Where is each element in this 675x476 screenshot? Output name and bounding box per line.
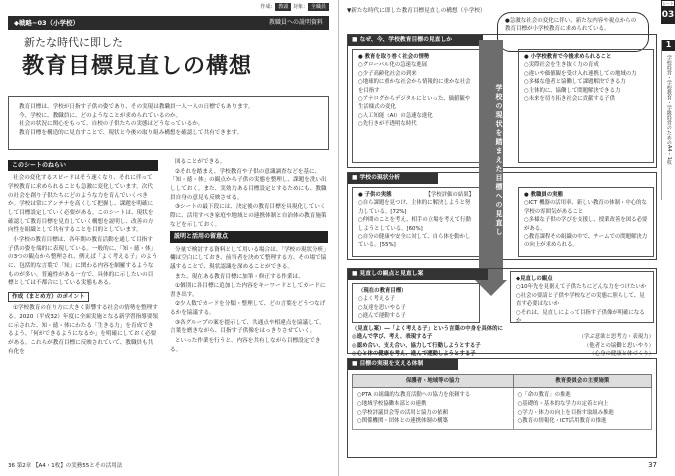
sheet-tab [661, 0, 675, 24]
left-page [0, 0, 337, 476]
bar-subtitle: 教職員への説明資料 [268, 18, 323, 26]
table-cell-line: ○学力・体力の向上を目指す取組み推進 [517, 409, 614, 416]
current-goal: ○進んで運動する子 [358, 313, 406, 320]
column-a [8, 158, 158, 357]
page-title: 教育目標見直しの構想 [22, 54, 253, 79]
current-goals-box [352, 283, 480, 323]
review-title: ■ 見直しの観点と見直し案 [348, 269, 488, 280]
table-cell-line: ○関係機関・団体との連携体制の構築 [357, 418, 448, 425]
staff-list [524, 199, 648, 249]
intro-line: 教育目標は、学校が日指す子供の姿であり、その実現は教職員一人一人の日標でもあります。 [19, 104, 254, 110]
new-goal: ◎認め合い、支え合い、協力して行動しようとする子 [352, 342, 481, 349]
section-heading: 説明と活用の留意点 [170, 231, 328, 242]
table-cell-line: ○PTA の組織的な教育活動への協力を依頼する [357, 392, 471, 399]
paragraph: また、現在ある教育目標に加筆・修正する作業は、 [175, 273, 304, 280]
current-goal: ○友達を思いやる子 [358, 304, 406, 311]
intro-line: 教育目標を構造的に見直すことで、現状と今後の取り組み構想を確認して共有できます。 [19, 129, 243, 136]
children-item: ○仲間のことを考え、相手の立場を考えて行動しようとしている。[60%] [358, 217, 471, 232]
new-goals-box [352, 325, 654, 359]
table-header: 保護者・地域等の協力 [353, 374, 514, 387]
table-cell-left [353, 388, 514, 430]
review-point: ○10年先を見据えて子供たちにどんな力をつけたいか [516, 284, 647, 291]
table-cell-line: ○「命の教育」の推進 [517, 392, 571, 399]
section-heading: このシートのねらい [8, 160, 158, 171]
sheet-tab-number: 03 [661, 7, 675, 23]
society-list [358, 61, 474, 128]
society-item: ○少子高齢化社会の到来 [358, 70, 417, 77]
intro-line: 社会の状況に関心をもって、自校の子供たちの実態はどうなっているか。 [19, 121, 204, 128]
society-item: ○アナログからデジタルにといった、価値観や生活様式の変化 [358, 95, 471, 111]
review-points-list [516, 283, 648, 325]
table-cell-line: ○基礎的・基本的な学力の定着と向上 [517, 401, 609, 407]
table-cell-line: ○教育の情報化・ICT活用教育の推進 [517, 418, 607, 425]
paragraph: 分量で検討する資料として用いる場合は、「学校の現状分析」欄は空白にしておき、前当者を決めて整理する方、その場で協議することで、現状認識を深めることができる。 [170, 246, 327, 270]
header-meta [8, 4, 329, 14]
needs-item: ○違いや価値観を受け入れ連携しての地域の力 [524, 70, 637, 77]
meta-made-by-label: 作成： [260, 4, 276, 10]
society-head: ● 教育を取り巻く社会の情勢 [358, 54, 430, 60]
children-item: ○自分の健康や安全に対して、自ら体を動かしている。[55%] [358, 233, 471, 249]
new-goals-head: （見直し案）―「よく考える子」という言葉の中身を具体的に [352, 326, 503, 332]
needs-item: ○実際社会を生き抜く力の育成 [524, 62, 599, 69]
needs-head: ● 小学校教育で今後求められること [524, 54, 612, 60]
paragraph: ①学校教育の在り方に大きく影響する社会の情勢を整理する。2020（平成32）年度に全面実施となる新学習指導要領に示された、知・徳・体にわたる「生きる力」を育成できるよう、「何ができるようになるか」を明確にしておく必要がある。これらが教育目標に反映されていて、教職員も共有化を [8, 305, 159, 355]
new-goal-row [352, 333, 654, 341]
staff-item: ○多様な子供の学びを支援し、授業改善を図る必要がある。 [524, 217, 648, 232]
paragraph: ①個別に各目標に追加した内容をキーワードとしてカードに書き出す。 [170, 283, 326, 298]
needs-item: ○多様な他者と協働して課題解決できる力 [524, 79, 626, 86]
paragraph: 社会の変化するスピードはそう速くなり、それに伴って学校教育に求められることも急激に変化しています。次代の社会を創り子供たちにどのような力を育んでいくべきか。学校は常にアンテナを高くして把握し、課題を明確にして目標設定していく必要がある。このシートは、現状を確認して教育目標を見直していく構想を説明し、改善の方向性を組織として共有することを目的としています。 [8, 175, 154, 234]
review-point: ○社会の要請と子供や学校などの実態に照らして、見直す必要はないか [516, 292, 645, 308]
sheet-tab-label: シート [662, 1, 674, 6]
needs-box [518, 49, 654, 163]
children-item: ○自ら課題を見つけ、主体的に解決しようと努力している。[72%] [358, 200, 471, 215]
chapter-title: 学校経営・学校教育・学級経営のためのA4・1枚 [665, 54, 672, 165]
society-item: ○グローバル化の急速な進展 [358, 62, 428, 69]
children-head: ● 子供の実態 [358, 192, 392, 198]
intro-box [8, 96, 329, 150]
new-goals-list [352, 333, 654, 358]
chapter-number: 1 [662, 40, 675, 51]
society-item: ○人工知能（AI）の急速な進化 [358, 112, 433, 119]
staff-item: ○ICT 機器の活用率、新しい教育の体制・中心的な学校の雰囲気があること [524, 200, 647, 215]
society-box [352, 49, 480, 163]
review-arrow: 学校の現状を踏まえた目標への見直し [479, 40, 503, 280]
paragraph: 図ることができる。 [175, 159, 226, 165]
sheet-title: ▼新たな時代に即した教育目標見直しの構想（小学校） [347, 8, 486, 14]
society-item: ○先行きが不透明な時代 [358, 121, 417, 127]
meta-made-by: 教頭 [275, 3, 291, 11]
society-item: ○地球的に重かな社会から情報的に重かな社会を目指す [358, 79, 471, 94]
new-goal: ◎進んで学び、考え、表現する子 [352, 334, 433, 341]
review-section [347, 268, 657, 358]
table-cell-right [513, 388, 651, 430]
review-points-box [510, 271, 654, 323]
page-footer-right: 37 [648, 460, 657, 469]
meta-target: 全職員 [308, 3, 329, 11]
needs-item: ○未来を切り拓き社会に貢献する子供 [524, 95, 615, 102]
review-point: ○それは、見直しによって目指す子供像が明確になるか [516, 309, 645, 324]
new-goal: ◎心と体の健康を考え、進んで運動しようとする子 [352, 351, 476, 358]
new-goal-note: （他者との協働と思いやり） [583, 342, 654, 349]
column-b [170, 158, 328, 355]
table-cell-line: ○学校評議員会等の活用と協力の依頼 [357, 409, 448, 416]
right-page [338, 0, 675, 476]
paragraph: ②それを踏まえ、学校教育や子供の意識調査などを基に、「知・徳・体」の観点から子供の実態を整理し、課題を洗い出ししておく。また、実効力ある目標設定とするためにも、教職員自身の意見も反映させる。 [170, 168, 327, 201]
paragraph: といった作業を行うと、内容を共有しながら目標設定できる。 [170, 338, 321, 353]
analysis-title: ■ 学校の現状分析 [348, 173, 438, 184]
reason-title: ■ なぜ、今、学校教育目標の見直しか [348, 35, 483, 46]
paragraph: ②少人数でカードを分類・整理して、どの言葉をどうつなげるかを協議する。 [170, 301, 326, 317]
paragraph: 小学校の教育目標は、各年期の教育活動を通して目指す子供の姿を端的に表現している。一般的に、「知・徳・体」の3つの観点から整理され、例えば「よく考える子」のように、包括的な言葉で「知」に関わる内容を網羅するようなものが多い。普遍性がある一方で、具体的に示したいの目標としては不都合にしている実態もある。 [8, 236, 158, 287]
review-points-head: ◆見直しの観点 [516, 276, 553, 282]
staff-head: ● 教職員の実態 [524, 192, 563, 198]
chapter-tab [661, 40, 675, 200]
staff-item: ○教育課程その組織の中で、チームでの問題解決力の向上が求められる。 [524, 233, 648, 249]
support-title: ■ 目標の実現を支える体制 [348, 359, 458, 370]
current-goals-head: （現在の教育目標） [358, 288, 407, 294]
needs-item: ○主体的に、協働して問題解決できる力 [524, 87, 621, 94]
support-table [352, 374, 652, 430]
current-goal: ○よく考える子 [358, 296, 396, 303]
table-cell-line: ○地域学校協働本部との連携 [357, 401, 427, 407]
section-label: 作成（まとめ方）のポイント [8, 292, 89, 303]
children-sub: 【学校評価の結果】 [425, 192, 474, 198]
children-list [358, 199, 474, 249]
summary-bubble: ●急激な社会の変化に伴い、新たな内容や視点からの教育目標が小学校教育に求められている。 [497, 12, 649, 52]
meta-target-label: 対象： [292, 4, 308, 10]
needs-list [524, 61, 648, 103]
paragraph: ③各グループの案を提示して、共通点や相違点を協議して、言葉を磨きながら、目指す子供像をはっきりさせていく。 [170, 319, 325, 335]
staff-box [518, 187, 654, 257]
intro-line: 今、学校に、教職員に、どのようなことが求められているのか。 [19, 112, 182, 119]
paragraph: ③シートの最下段には、決定後の教育目標を具現化していく際に、活用すべき家庭や地域との連携体制と自治体の教育施策などを示しておく。 [170, 204, 327, 228]
new-goal-row [352, 342, 654, 350]
page-footer-left: 36 第2章 【A4・1枚】の実務55とその活用法 [8, 462, 123, 469]
children-box [352, 187, 480, 257]
bar-title: ◆戦略−03（小学校） [14, 18, 79, 27]
table-header: 教育委員会の主要施策 [513, 374, 651, 387]
strategy-bar [8, 16, 329, 30]
support-section [347, 358, 657, 458]
new-goal-note: （心身の健康と体づくり） [589, 351, 654, 358]
title-line-1: 新たな時代に即した [24, 36, 123, 49]
new-goal-note: （学ぶ意欲と思考力・表現力） [578, 334, 654, 341]
current-goals-list [358, 295, 474, 320]
